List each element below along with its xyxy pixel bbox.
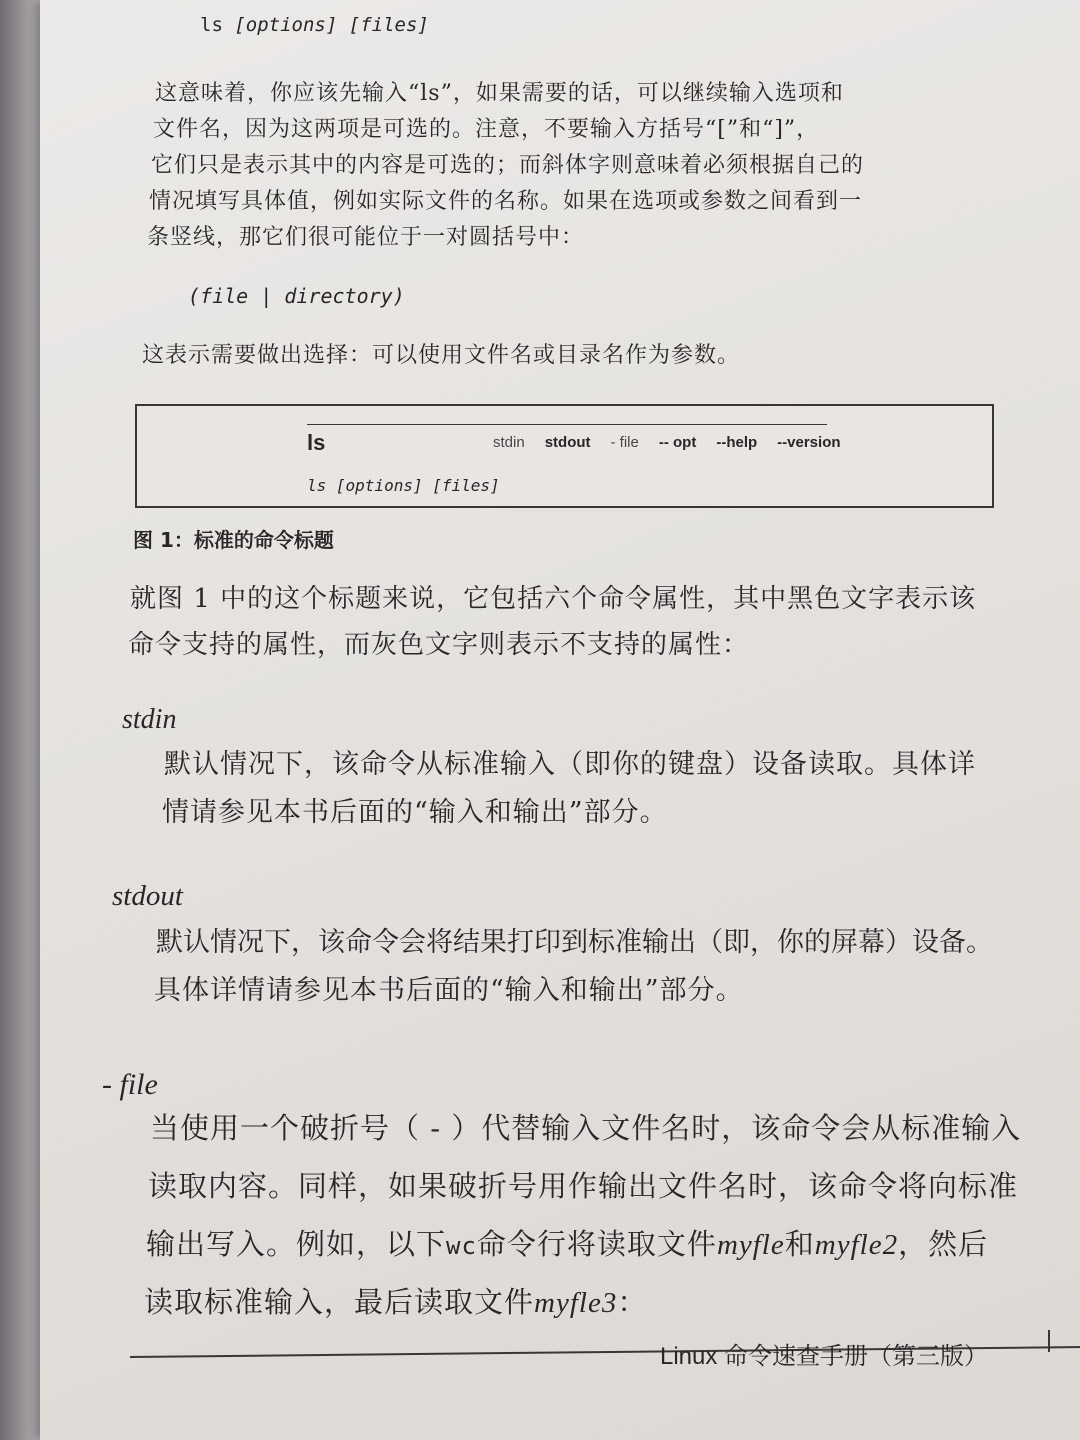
filename-myfle3: myfle3: [534, 1287, 618, 1319]
alt-syntax: (file | directory): [188, 284, 405, 308]
file-line1: 当使用一个破折号（ - ）代替输入文件名时，该命令会从标准输入: [150, 1111, 1022, 1145]
para1-line2: 文件名，因为这两项是可选的。注意，不要输入方括号“[”和“]”，: [153, 117, 820, 142]
syntax-files: [files]: [348, 14, 429, 36]
attr-stdin: stdin: [493, 434, 525, 451]
para3-line2: 命令支持的属性，而灰色文字则表示不支持的属性：: [128, 630, 750, 660]
syntax-line: [200, 14, 429, 36]
para3-line1: 就图 1 中的这个标题来说，它包括六个命令属性，其中黑色文字表示该: [130, 584, 977, 614]
attr-stdout: stdout: [544, 434, 591, 451]
syntax-options: [options]: [234, 14, 338, 36]
stdin-line1: 默认情况下，该命令从标准输入（即你的键盘）设备读取。具体详: [164, 749, 976, 780]
figure-usage: ls [options] [files]: [307, 476, 500, 495]
stdout-heading: stdout: [112, 880, 183, 912]
para2: 这表示需要做出选择：可以使用文件名或目录名作为参数。: [142, 343, 741, 368]
para1-line3: 它们只是表示其中的内容是可选的；而斜体字则意味着必须根据自己的: [151, 153, 865, 178]
stdin-heading: stdin: [122, 704, 177, 735]
figure-attribute-list: [493, 434, 841, 451]
attr-file: - file: [610, 434, 639, 451]
stdout-line1: 默认情况下，该命令会将结果打印到标准输出（即，你的屏幕）设备。: [156, 927, 993, 958]
book-spine-shadow: [0, 0, 40, 1440]
file-heading: - file: [102, 1068, 158, 1101]
file-line3: 输出写入。例如，以下wc命令行将读取文件myfle和myfle2，然后: [146, 1227, 989, 1261]
footer-bar: [1048, 1330, 1050, 1352]
file-line2: 读取内容。同样，如果破折号用作输出文件名时，该命令将向标准: [148, 1169, 1019, 1203]
stdout-line2: 具体详情请参见本书后面的“输入和输出”部分。: [154, 975, 744, 1006]
file-line4: 读取标准输入，最后读取文件myfle3：: [144, 1285, 648, 1319]
para1-line4: 情况填写具体值，例如实际文件的名称。如果在选项或参数之间看到一: [149, 189, 863, 214]
wc-command: wc: [446, 1232, 477, 1260]
attr-help: --help: [716, 434, 758, 451]
syntax-command: ls: [200, 14, 223, 36]
figure-command-name: ls: [307, 430, 326, 455]
attr-version: --version: [777, 434, 841, 451]
para1-line5: 条竖线，那它们很可能位于一对圆括号中：: [147, 225, 585, 250]
running-footer: Linux 命令速查手册（第三版）: [660, 1343, 989, 1370]
para1-line1: 这意味着，你应该先输入“ls”，如果需要的话，可以继续输入选项和: [155, 81, 844, 106]
attr-opt: -- opt: [658, 434, 697, 451]
filename-myfle: myfle: [716, 1229, 785, 1261]
book-page: [40, 0, 1080, 1440]
figure-rule: [307, 424, 827, 425]
figure-caption: 图 1：标准的命令标题: [133, 528, 334, 552]
stdin-line2: 情请参见本书后面的“输入和输出”部分。: [162, 797, 668, 828]
filename-myfle2: myfle2: [814, 1229, 899, 1261]
command-header-figure: [135, 404, 994, 508]
